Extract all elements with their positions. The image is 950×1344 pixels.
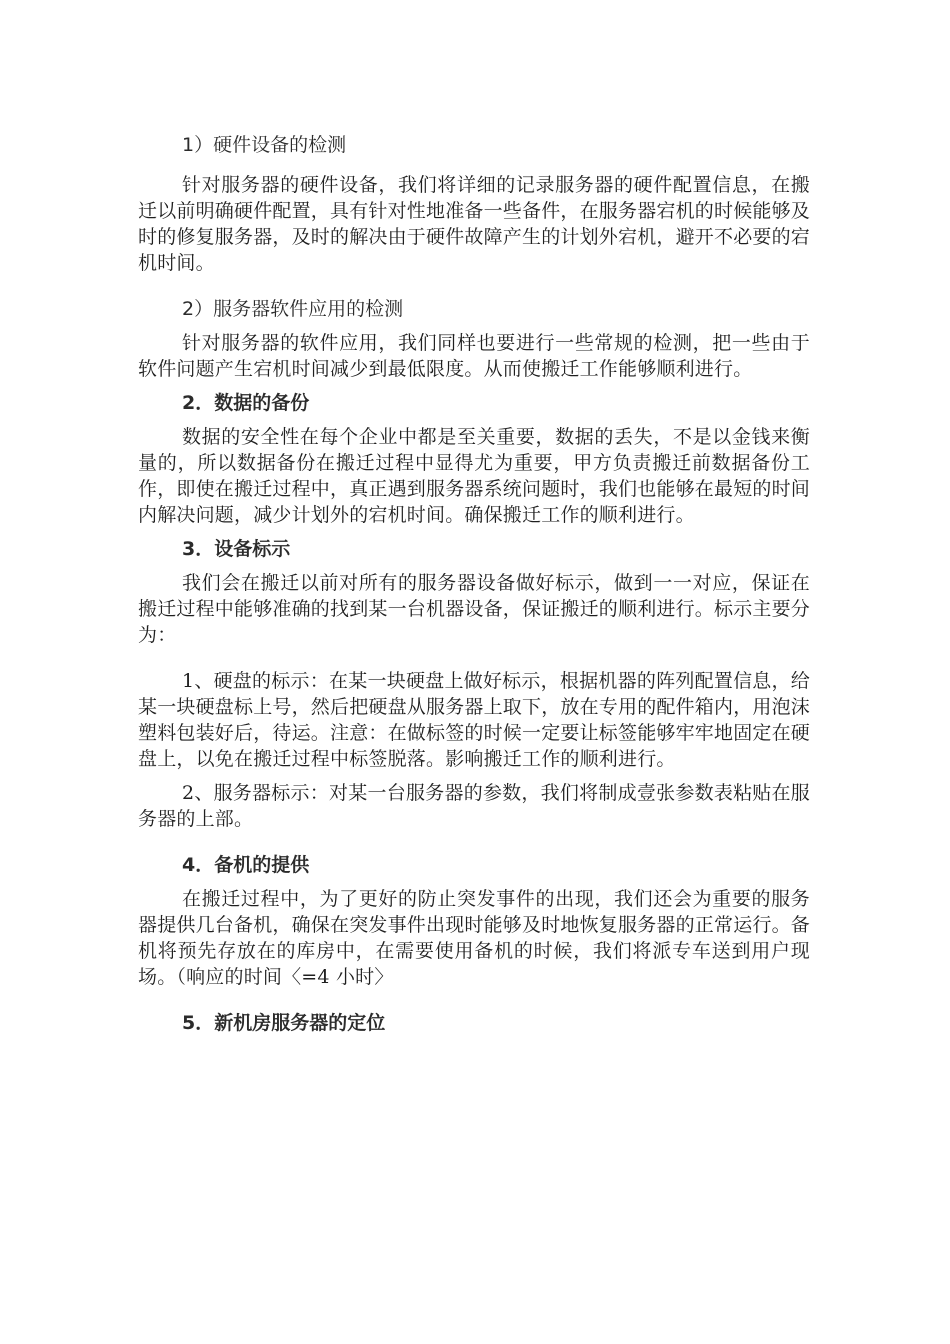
paragraph-backup: 数据的安全性在每个企业中都是至关重要，数据的丢失，不是以金钱来衡量的，所以数据备份在搬迁过程中显得尤为重要，甲方负责搬迁前数据备份工作，即使在搬迁过程中，真正遇到服务器系统问题时，我们也能够在最短的时间内解决问题，减少计划外的宕机时间。确保搬迁工作的顺利进行。 xyxy=(138,426,811,526)
paragraph-disk-label: 1、硬盘的标示：在某一块硬盘上做好标示，根据机器的阵列配置信息，给某一块硬盘标上号，然后把硬盘从服务器上取下，放在专用的配件箱内，用泡沫塑料包装好后，待运。注意：在做标签的时候一定要让标签能够牢牢地固定在硬盘上，以免在搬迁过程中标签脱落。影响搬迁工作的顺利进行。 xyxy=(138,670,811,770)
paragraph-labeling: 我们会在搬迁以前对所有的服务器设备做好标示，做到一一对应，保证在搬迁过程中能够准确的找到某一台机器设备，保证搬迁的顺利进行。标示主要分为： xyxy=(138,572,811,646)
section-heading-locate: 5．新机房服务器的定位 xyxy=(182,1012,386,1034)
paragraph-server-label: 2、服务器标示：对某一台服务器的参数，我们将制成壹张参数表粘贴在服务器的上部。 xyxy=(138,782,810,830)
section-heading-labeling: 3．设备标示 xyxy=(182,538,291,560)
paragraph-hardware: 针对服务器的硬件设备，我们将详细的记录服务器的硬件配置信息，在搬迁以前明确硬件配置，具有针对性地准备一些备件，在服务器宕机的时候能够及时的修复服务器，及时的解决由于硬件故障产生的计划外宕机，避开不必要的宕机时间。 xyxy=(138,174,811,274)
paragraph-spare: 在搬迁过程中，为了更好的防止突发事件的出现，我们还会为重要的服务器提供几台备机，确保在突发事件出现时能够及时地恢复服务器的正常运行。备机将预先存放在的库房中，在需要使用备机的时候，我们将派专车送到用户现场。（响应的时间〈=4 小时〉 xyxy=(138,888,811,988)
section-heading-backup: 2．数据的备份 xyxy=(182,392,310,414)
document-body xyxy=(138,132,810,1036)
paragraph-software: 针对服务器的软件应用，我们同样也要进行一些常规的检测，把一些由于软件问题产生宕机时间减少到最低限度。从而使搬迁工作能够顺利进行。 xyxy=(138,332,810,380)
subsection-title-hardware: 1）硬件设备的检测 xyxy=(182,134,347,156)
subsection-title-software: 2）服务器软件应用的检测 xyxy=(182,298,404,320)
section-heading-spare: 4．备机的提供 xyxy=(182,854,310,876)
